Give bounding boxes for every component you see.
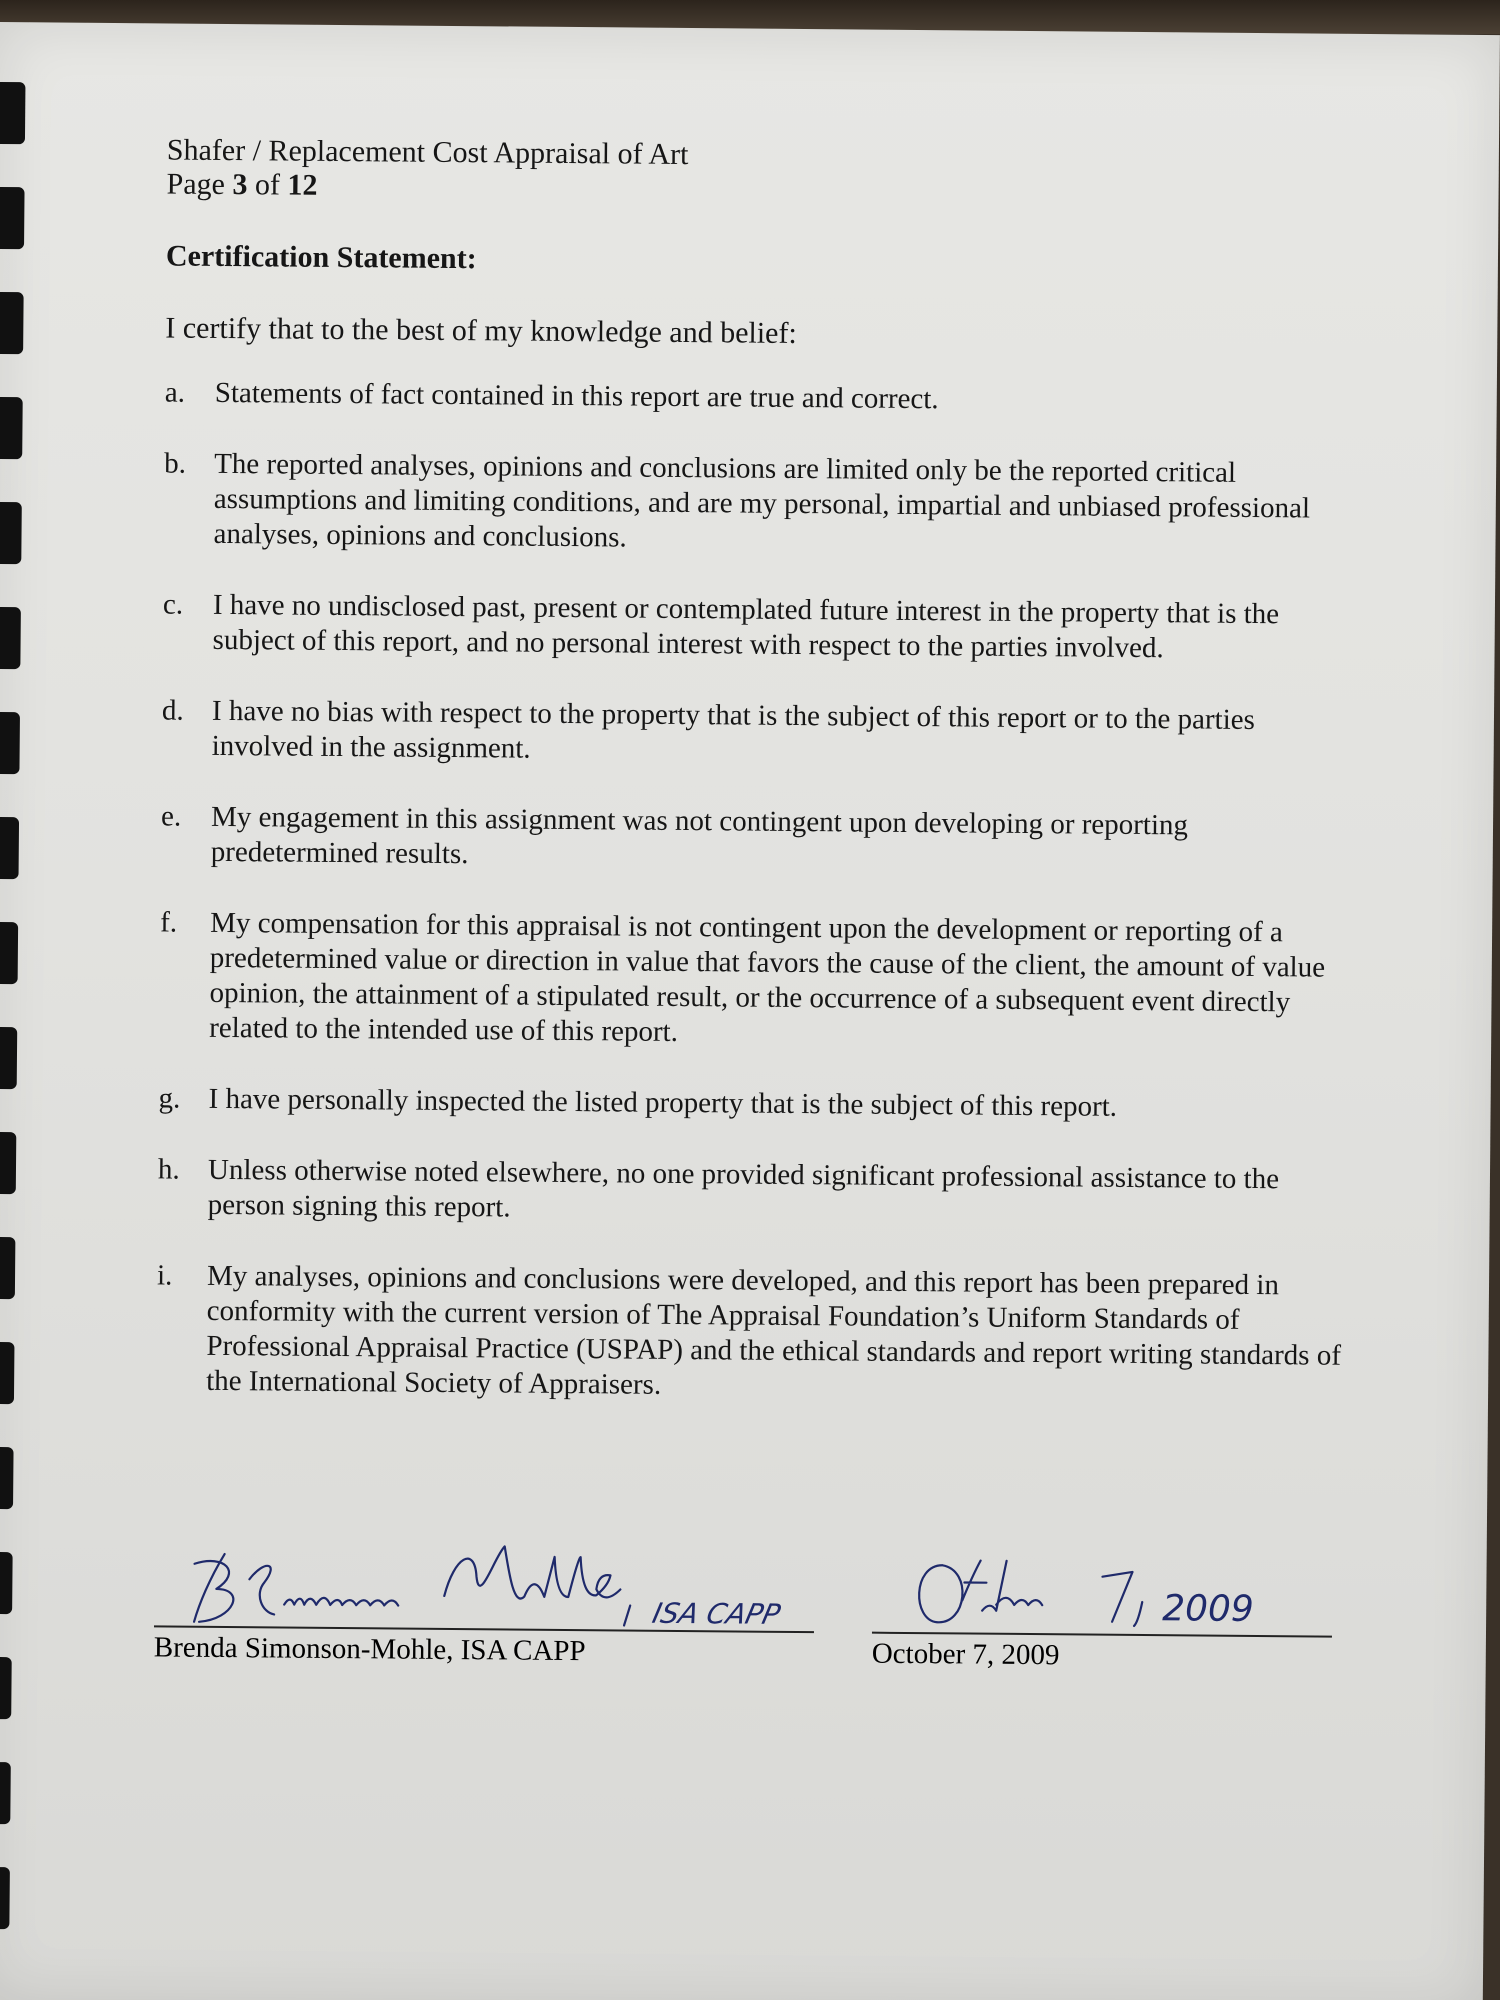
- signature-strokes: [194, 1544, 784, 1631]
- binding-ring: [0, 292, 24, 354]
- item-text: I have no undisclosed past, present or contemplated future interest in the property that is the subject of this report, and no personal interest with respect to the parties involved.: [212, 588, 1280, 665]
- list-item: [162, 693, 1353, 773]
- list-item: [158, 1152, 1349, 1232]
- binding-ring: [0, 187, 25, 249]
- handwritten-date: [872, 1540, 1333, 1644]
- binding-ring: [0, 1657, 12, 1719]
- handwritten-signature: [154, 1533, 815, 1639]
- binding-ring: [0, 397, 23, 459]
- date-block: [871, 1540, 1333, 1672]
- page-current: 3: [232, 168, 248, 202]
- item-letter: f.: [160, 906, 178, 939]
- certification-list: [156, 375, 1355, 1408]
- binding-ring: [0, 1342, 14, 1404]
- item-text: Unless otherwise noted elsewhere, no one provided significant professional assistance to the person signing this report.: [207, 1153, 1280, 1224]
- section-title: Certification Statement:: [165, 239, 477, 276]
- list-item: [159, 905, 1350, 1055]
- binding-ring: [0, 607, 21, 669]
- binding-ring: [0, 817, 19, 879]
- date-year-scrawl: 2009: [1162, 1588, 1254, 1631]
- item-letter: b.: [164, 447, 187, 480]
- binding-ring: [0, 1027, 17, 1089]
- item-text: I have no bias with respect to the property that is the subject of this report or to the parties involved in the assignment.: [211, 694, 1256, 765]
- signature-date: October 7, 2009: [871, 1637, 1060, 1672]
- item-letter: d.: [161, 694, 184, 727]
- page-of: of: [247, 168, 288, 202]
- binding-ring: [0, 712, 20, 774]
- item-letter: e.: [160, 800, 182, 833]
- binding-ring: [0, 1237, 15, 1299]
- spiral-binding: [0, 82, 39, 1982]
- intro-statement: I certify that to the best of my knowledge and belief:: [165, 311, 797, 350]
- binding-ring: [0, 1762, 11, 1824]
- page-prefix: Page: [166, 167, 233, 202]
- item-letter: a.: [164, 376, 186, 409]
- item-letter: i.: [156, 1259, 173, 1292]
- document-content: [156, 133, 1357, 1444]
- binding-ring: [0, 922, 18, 984]
- list-item: [161, 799, 1352, 879]
- binding-ring: [0, 502, 22, 564]
- page-total: 12: [287, 168, 318, 202]
- item-text: The reported analyses, opinions and conclusions are limited only be the reported critical assumptions and limiting conditions, and are my personal, impartial and unbiased professional analyses, opinions and conclusions.: [213, 447, 1311, 554]
- item-letter: h.: [157, 1153, 180, 1186]
- binding-ring: [0, 1552, 13, 1614]
- signature-area: [154, 1533, 1345, 1693]
- item-text: My engagement in this assignment was not contingent upon developing or reporting predetermined results.: [210, 800, 1189, 871]
- signature-credentials: ISA CAPP: [649, 1597, 784, 1631]
- item-text: My compensation for this appraisal is not contingent upon the development or reporting of a predetermined value or direction in value that favors the cause of the client, the amount of value opinion, the attainment of a stipulated result, or the occurrence of a subsequent event directly related to the intended use of this report.: [209, 906, 1326, 1048]
- report-title: Shafer / Replacement Cost Appraisal of Art: [166, 133, 689, 172]
- list-item: [156, 1258, 1347, 1408]
- binding-ring: [0, 1132, 16, 1194]
- binding-ring: [0, 1867, 10, 1929]
- item-text: Statements of fact contained in this report are true and correct.: [214, 376, 939, 416]
- list-item: [158, 1081, 1348, 1126]
- item-text: My analyses, opinions and conclusions were developed, and this report has been prepared in conformity with the current version of The Appraisal Foundation’s Uniform Standards of Professional Appraisal Practice (USPAP) and the ethical standards and report writing standards of the International Society of Appraisers.: [206, 1259, 1342, 1401]
- document-page: [0, 22, 1500, 2000]
- list-item: [162, 587, 1353, 667]
- signer-name: Brenda Simonson-Mohle, ISA CAPP: [153, 1631, 586, 1668]
- binding-ring: [0, 82, 25, 144]
- signature-block: [153, 1533, 815, 1668]
- list-item: [163, 446, 1354, 561]
- item-letter: c.: [162, 588, 184, 621]
- item-letter: g.: [158, 1082, 181, 1115]
- binding-ring: [0, 1447, 14, 1509]
- list-item: [165, 375, 1355, 420]
- date-strokes: [919, 1560, 1254, 1630]
- item-text: I have personally inspected the listed property that is the subject of this report.: [208, 1082, 1118, 1123]
